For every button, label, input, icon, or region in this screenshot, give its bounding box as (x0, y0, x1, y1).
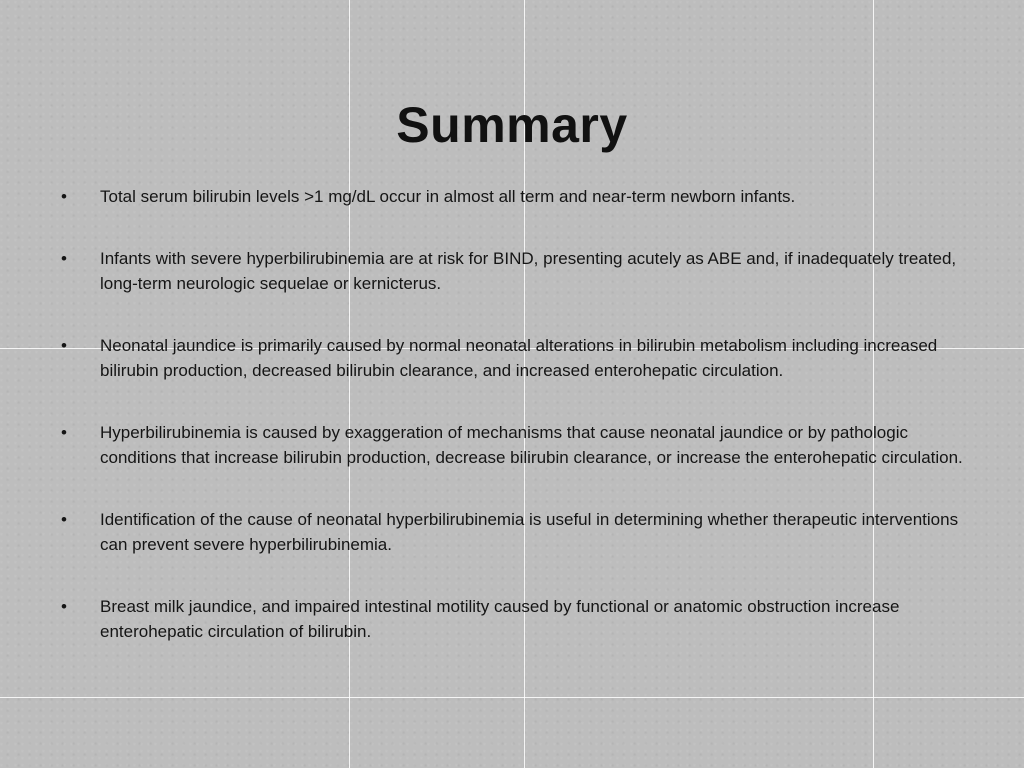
bullet-text: Neonatal jaundice is primarily caused by normal neonatal alterations in bilirubin metabolism including increased bilirubin production, decreased bilirubin clearance, and increased enterohepatic circulation. (100, 336, 938, 380)
bullet-text: Identification of the cause of neonatal hyperbilirubinemia is useful in determining whether therapeutic interventions can prevent severe hyperbilirubinemia. (100, 510, 959, 554)
bullet-list (56, 184, 976, 644)
bullet-text: Total serum bilirubin levels >1 mg/dL occur in almost all term and near-term newborn infants. (100, 187, 796, 206)
slide-title: Summary (396, 96, 628, 153)
bullet-item (56, 333, 976, 383)
bullet-text: Breast milk jaundice, and impaired intestinal motility caused by functional or anatomic obstruction increase enterohepatic circulation of bilirubin. (100, 597, 900, 641)
bullet-item (56, 246, 976, 296)
bullet-dot-icon: • (61, 249, 67, 268)
bullet-item (56, 594, 976, 644)
bullet-item (56, 420, 976, 470)
bullet-text: Hyperbilirubinemia is caused by exaggeration of mechanisms that cause neonatal jaundice or by pathologic conditions that increase bilirubin production, decrease bilirubin clearance, or increase the enterohepatic circulation. (100, 423, 963, 467)
bullet-dot-icon: • (61, 336, 67, 355)
bullet-dot-icon: • (61, 510, 67, 529)
bullet-dot-icon: • (61, 423, 67, 442)
bullet-dot-icon: • (61, 597, 67, 616)
bullet-text: Infants with severe hyperbilirubinemia are at risk for BIND, presenting acutely as ABE and, if inadequately treated, long-term neurologic sequelae or kernicterus. (100, 249, 957, 293)
background-grid-line (0, 697, 1024, 698)
bullet-item (56, 184, 976, 209)
bullet-item (56, 507, 976, 557)
bullet-dot-icon: • (61, 187, 67, 206)
